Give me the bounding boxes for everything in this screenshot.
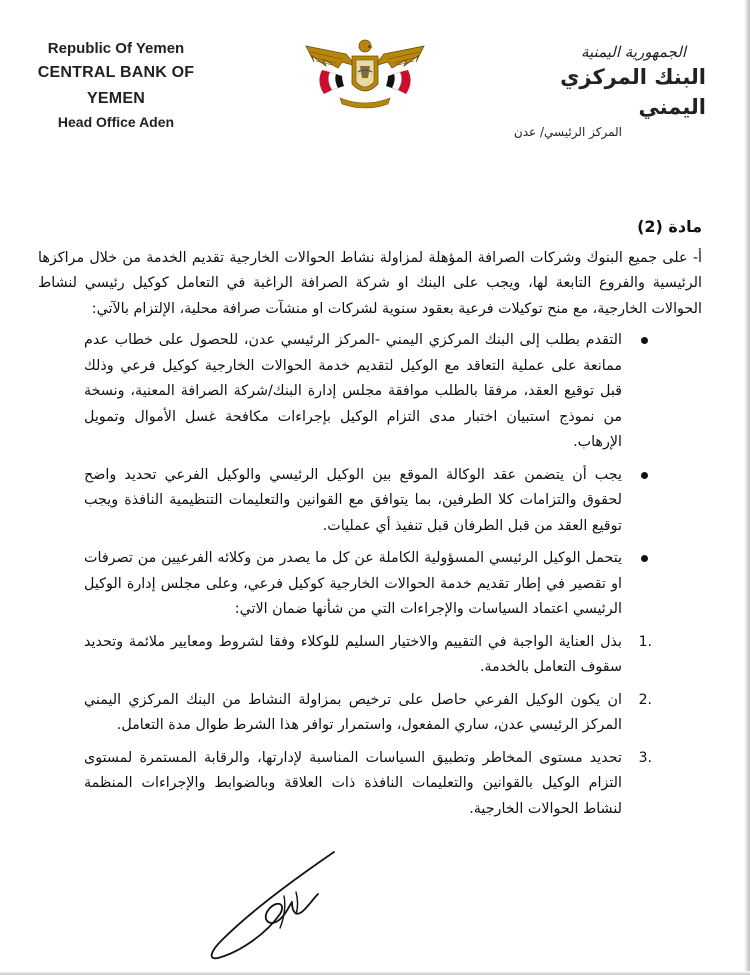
bullet-text: يتحمل الوكيل الرئيسي المسؤولية الكاملة عن كل ما يصدر من وكلائه الفرعيين من تصرفات او تقصير في إطار تقديم خدمة الحوالات الخارجية كوكيل فرعي، وعلى مجلس إدارة الوكيل الرئيسي اعتماد السياسات والإجراءات التي من شأنها ضمان الاتي: [84,550,622,617]
numbered-item [38,630,702,681]
header-en-office: Head Office Aden [57,114,175,130]
header-en-country: Republic Of Yemen [47,40,185,57]
bullet-item [38,546,702,623]
bullet-dot-icon [641,555,648,562]
handwritten-signature-icon [200,848,340,966]
article-heading: مادة (2) [637,217,702,236]
page-edge-shadow-bottom [0,971,750,975]
header-ar-bank: البنك المركزي اليمني [560,65,706,119]
page-edge-shadow [744,0,750,975]
header-ar-office: المركز الرئيسي/ عدن [513,125,622,139]
article-body [38,214,702,829]
bullet-text: التقدم بطلب إلى البنك المركزي اليمني -المركز الرئيسي عدن، للحصول على خطاب عدم ممانعة على عملية التعاقد مع الوكيل لتقديم خدمة الحوالات الخارجية كوكيل فرعي وذلك قبل توقيع العقد، مرفقا بالطلب موافقة مجلس إدارة البنك/شركة الصرافة المعنية، ونسخة من نموذج استبيان اختبار مدى التزام الوكيل بإجراءات مكافحة غسل الأموال وتمويل الإرهاب. [84,332,622,450]
bullet-item [38,463,702,540]
bullet-item [38,328,702,456]
item-text: ان يكون الوكيل الفرعي حاصل على ترخيص بمزاولة النشاط من البنك المركزي اليمني المركز الرئيسي عدن، ساري المفعول، واستمرار توافر هذا الشرط طوال مدة التعامل. [84,691,622,733]
bullet-text: يجب أن يتضمن عقد الوكالة الموقع بين الوكيل الرئيسي والوكيل الفرعي تحديد واضح لحقوق والتزامات كلا الطرفين، بما يتوافق مع القوانين والتعليمات التنظيمية النافذة ويجب توقيع العقد من قبل الطرفان قبل تنفيذ أي عمليات. [84,466,622,534]
item-number: 2. [638,691,652,708]
numbered-item [38,688,702,739]
header-arabic [500,42,706,142]
item-number: 3. [638,749,652,766]
yemen-eagle-emblem-icon [302,32,428,112]
numbered-item [38,746,702,823]
item-number: 1. [638,633,652,650]
header-ar-country: الجمهورية اليمنية [580,43,686,61]
item-text: تحديد مستوى المخاطر وتطبيق السياسات المناسبة لإدارتها، والرقابة المستمرة لمستوى التزام الوكيل بالقوانين والتعليمات النافذة ذات العلاقة وبالضوابط والإجراءات المنظمة لنشاط الحوالات الخارجية. [84,749,622,817]
bullet-dot-icon [641,337,648,344]
article-intro: أ- على جميع البنوك وشركات الصرافة المؤهلة لمزاولة نشاط الحوالات الخارجية تقديم الخدمة من خلال مراكزها الرئيسية والفروع التابعة لها، ويجب على البنك او شركة الصرافة الراغبة في التعامل كوكيل رئيسي لنشاط الحوالات الخارجية، مع منح توكيلات فرعية بعقود سنوية لشركات او منشآت صرافة محلية، الإلتزام بالآتي: [38,249,702,317]
item-text: بذل العناية الواجبة في التقييم والاختيار السليم للوكلاء وفقا لشروط ومعايير ملائمة وتحديد سقوف التعامل بالخدمة. [84,633,622,675]
bullet-dot-icon [641,472,648,479]
header-english [26,38,206,132]
header-en-bank: CENTRAL BANK OF YEMEN [37,64,195,107]
